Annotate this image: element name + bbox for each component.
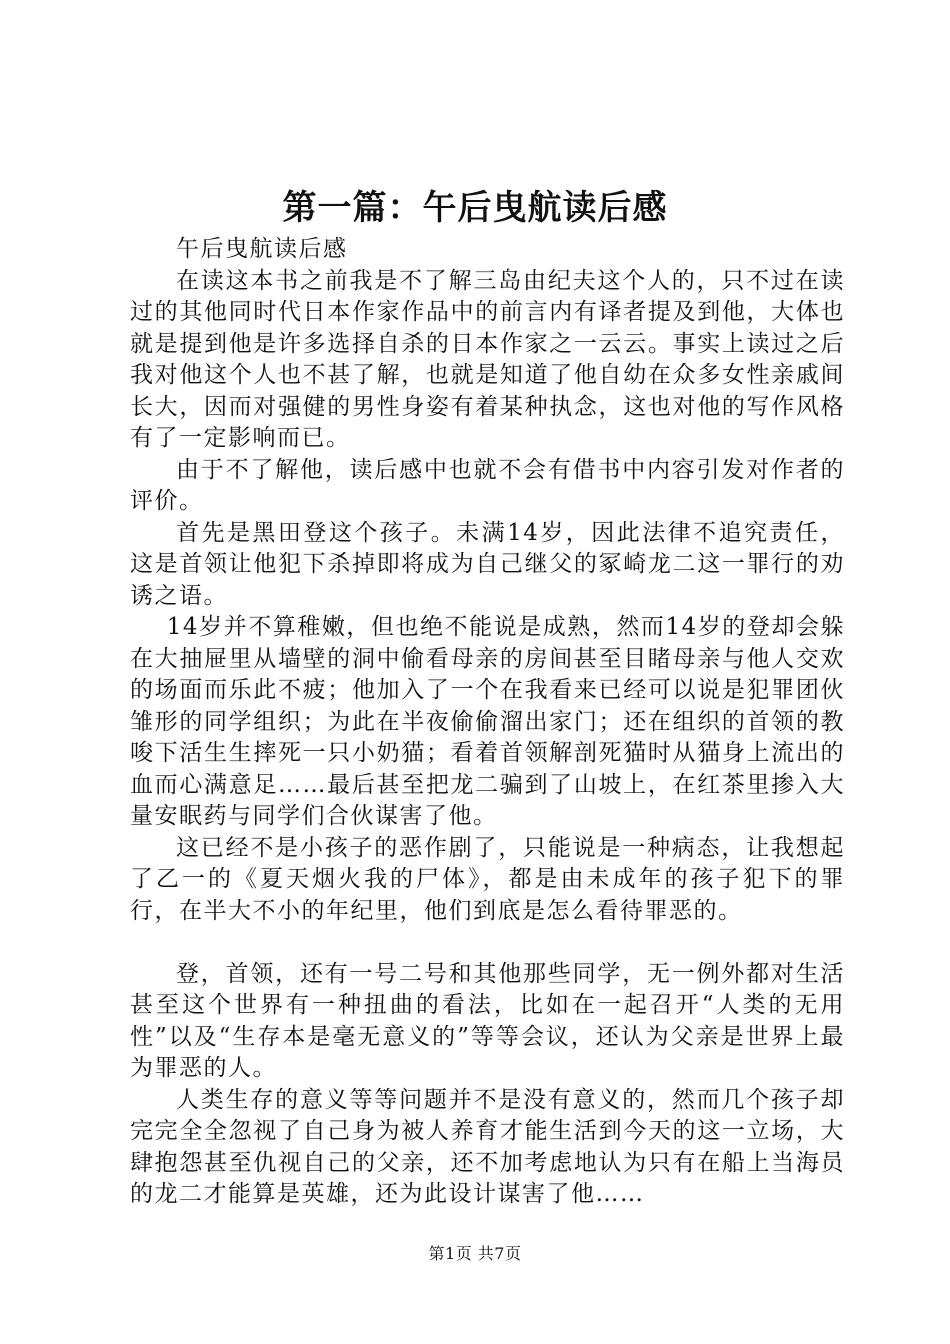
subtitle: 午后曳航读后感	[176, 236, 348, 262]
paragraph-2: 由于不了解他，读后感中也就不会有借书中内容引发对作者的评价。	[130, 456, 845, 514]
paragraph-3: 首先是黑田登这个孩子。未满14岁，因此法律不追究责任，这是首领让他犯下杀掉即将成为自己继父的冢崎龙二这一罪行的劝诱之语。	[130, 519, 845, 609]
paragraph-7: 人类生存的意义等等问题并不是没有意义的，然而几个孩子却完完全全忽视了自己身为被人养育才能生活到今天的这一立场，大肆抱怨甚至仇视自己的父亲，还不加考虑地认为只有在船上当海员的龙二才能算是英雄，还为此设计谋害了他……	[130, 1086, 845, 1207]
document-body	[130, 234, 845, 1211]
page-footer: 第1页 共7页	[428, 1244, 522, 1263]
paragraph-5: 这已经不是小孩子的恶作剧了，只能说是一种病态，让我想起了乙一的《夏天烟火我的尸体》，都是由未成年的孩子犯下的罪行，在半大不小的年纪里，他们到底是怎么看待罪恶的。	[130, 834, 845, 924]
paragraph-1: 在读这本书之前我是不了解三岛由纪夫这个人的，只不过在读过的其他同时代日本作家作品中的前言内有译者提及到他，大体也就是提到他是许多选择自杀的日本作家之一云云。事实上读过之后我对他这个人也不甚了解，也就是知道了他自幼在众多女性亲戚间长大，因而对强健的男性身姿有着某种执念，这也对他的写作风格有了一定影响而已。	[130, 267, 845, 451]
paragraph-6: 登，首领，还有一号二号和其他那些同学，无一例外都对生活甚至这个世界有一种扭曲的看法，比如在一起召开“人类的无用性”以及“生存本是毫无意义的”等等会议，还认为父亲是世界上最为罪恶的人。	[130, 960, 845, 1081]
document-title: 第一篇：午后曳航读后感	[282, 188, 668, 228]
paragraph-gap	[130, 927, 845, 959]
paragraph-4: 14岁并不算稚嫩，但也绝不能说是成熟，然而14岁的登却会躲在大抽屉里从墙壁的洞中偷看母亲的房间甚至目睹母亲与他人交欢的场面而乐此不疲；他加入了一个在我看来已经可以说是犯罪团伙雏形的同学组织；为此在半夜偷偷溜出家门；还在组织的首领的教唆下活生生摔死一只小奶猫；看着首领解剖死猫时从猫身上流出的血而心满意足……最后甚至把龙二骗到了山坡上，在红茶里掺入大量安眠药与同学们合伙谋害了他。	[130, 614, 845, 829]
